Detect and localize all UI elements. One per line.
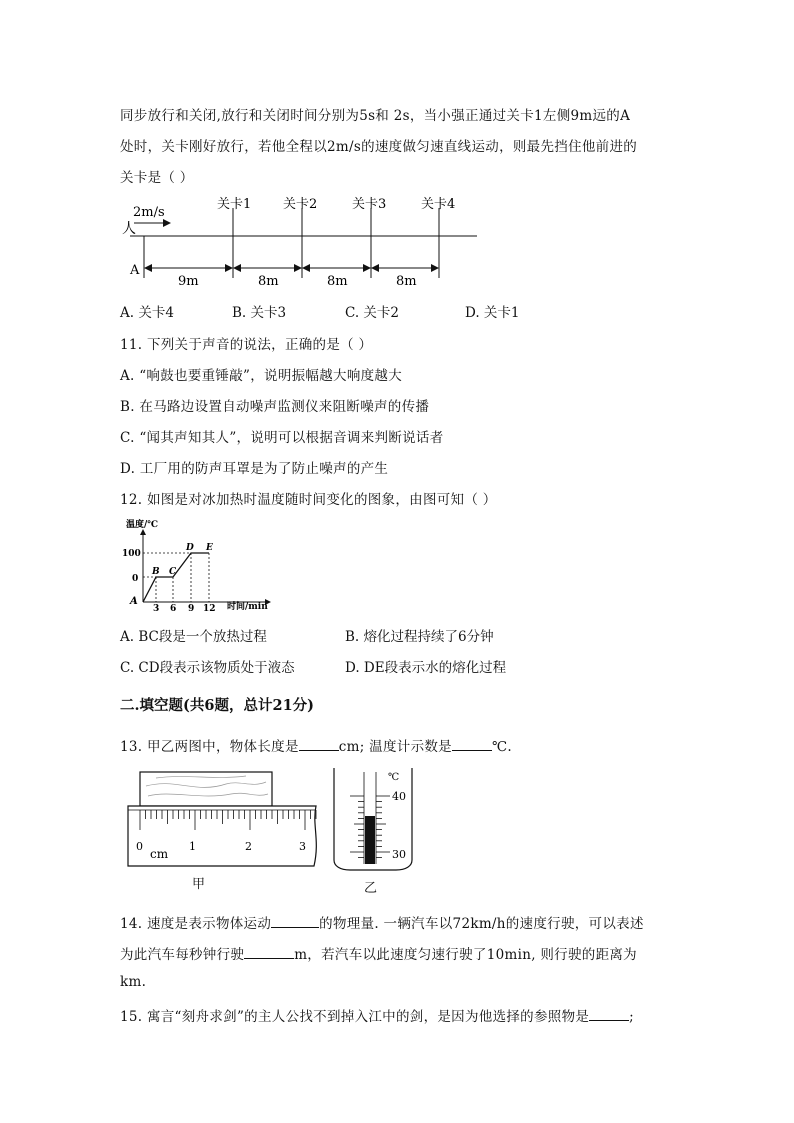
speed-label: 2m/s bbox=[133, 205, 165, 220]
ruler-tick-0: 0 bbox=[136, 840, 143, 853]
graph-xlabel: 时间/min bbox=[227, 602, 268, 612]
q12-option-d[interactable]: D. DE段表示水的熔化过程 bbox=[345, 660, 507, 676]
q14-line1-a: 14. 速度是表示物体运动 bbox=[120, 916, 272, 932]
graph-ylabel: 温度/℃ bbox=[126, 520, 159, 530]
person-label: 人 bbox=[122, 221, 136, 237]
q10-option-b[interactable]: B. 关卡3 bbox=[232, 305, 287, 321]
graph-ytick-0: 0 bbox=[132, 574, 139, 584]
q15-stem-a: 15. 寓言“刻舟求剑”的主人公找不到掉入江中的剑，是因为他选择的参照物是 bbox=[120, 1009, 590, 1025]
q11-option-d[interactable]: D. 工厂用的防声耳罩是为了防止噪声的产生 bbox=[120, 461, 389, 477]
q14-blank-2[interactable] bbox=[244, 946, 294, 959]
graph-point-c: C bbox=[169, 567, 177, 577]
graph-ytick-100: 100 bbox=[122, 549, 141, 559]
gate-4-label: 关卡4 bbox=[421, 197, 456, 212]
graph-xtick-6: 6 bbox=[170, 604, 177, 612]
graph-xtick-3: 3 bbox=[153, 604, 160, 612]
q10-text-line2: 处时，关卡刚好放行，若他全程以2m/s的速度做匀速直线运动，则最先挡住他前进的 bbox=[120, 139, 638, 155]
point-a-label: A bbox=[130, 263, 140, 278]
q13-stem bbox=[120, 735, 512, 755]
q14-line2-b: m，若汽车以此速度匀速行驶了10min, 则行驶的距离为 bbox=[294, 947, 637, 963]
thermometer-unit: ℃ bbox=[388, 772, 400, 783]
graph-xtick-9: 9 bbox=[188, 604, 195, 612]
q10-option-a[interactable]: A. 关卡4 bbox=[120, 305, 174, 321]
q14-line3: km. bbox=[120, 974, 147, 990]
gate-3-label: 关卡3 bbox=[352, 197, 387, 212]
q11-option-c[interactable]: C. “闻其声知其人”，说明可以根据音调来判断说话者 bbox=[120, 430, 444, 446]
q13-stem-c: ℃. bbox=[491, 739, 512, 755]
section-2-title: 二.填空题(共6题，总计21分) bbox=[120, 697, 315, 714]
ruler-caption: 甲 bbox=[192, 877, 206, 892]
distance-label-3: 8m bbox=[327, 274, 348, 289]
q10-option-c[interactable]: C. 关卡2 bbox=[345, 305, 400, 321]
q15-stem bbox=[120, 1005, 634, 1025]
distance-label-4: 8m bbox=[396, 274, 417, 289]
q11-option-a[interactable]: A. “响鼓也要重锤敲”，说明振幅越大响度越大 bbox=[120, 368, 403, 384]
thermometer-caption: 乙 bbox=[364, 881, 378, 896]
thermometer-tick-30: 30 bbox=[392, 848, 406, 861]
graph-point-d: D bbox=[186, 543, 194, 553]
q11-stem: 11. 下列关于声音的说法，正确的是（ ） bbox=[120, 337, 373, 353]
q12-option-c[interactable]: C. CD段表示该物质处于液态 bbox=[120, 660, 295, 676]
q11-option-b[interactable]: B. 在马路边设置自动噪声监测仪来阻断噪声的传播 bbox=[120, 399, 430, 415]
distance-label-1: 9m bbox=[178, 274, 199, 289]
q13-thermometer-figure bbox=[330, 768, 420, 872]
q14-line2 bbox=[120, 943, 637, 963]
q13-blank-length[interactable] bbox=[299, 738, 339, 751]
graph-curve bbox=[143, 553, 209, 602]
q12-stem: 12. 如图是对冰加热时温度随时间变化的图象，由图可知（ ） bbox=[120, 492, 497, 508]
gate-1-label: 关卡1 bbox=[217, 197, 252, 212]
q14-line2-a: 为此汽车每秒钟行驶 bbox=[120, 947, 245, 963]
q12-option-a[interactable]: A. BC段是一个放热过程 bbox=[120, 629, 267, 645]
q10-text-line1: 同步放行和关闭,放行和关闭时间分别为5s和 2s，当小强正通过关卡1左侧9m远的A bbox=[120, 108, 631, 124]
q12-option-b[interactable]: B. 熔化过程持续了6分钟 bbox=[345, 629, 494, 645]
distance-label-2: 8m bbox=[258, 274, 279, 289]
thermometer-liquid bbox=[365, 816, 375, 864]
graph-point-b: B bbox=[152, 567, 160, 577]
graph-point-a: A bbox=[130, 596, 138, 607]
q13-ruler-figure bbox=[126, 770, 322, 870]
q13-stem-a: 13. 甲乙两图中，物体长度是 bbox=[120, 739, 299, 755]
ruler-unit: cm bbox=[150, 847, 169, 861]
graph-point-e: E bbox=[206, 543, 213, 553]
q10-gate-diagram bbox=[120, 190, 490, 290]
q13-blank-temp[interactable] bbox=[452, 738, 492, 751]
q15-blank[interactable] bbox=[589, 1008, 629, 1021]
q14-line1 bbox=[120, 912, 644, 932]
q14-line1-b: 的物理量. 一辆汽车以72km/h的速度行驶，可以表述 bbox=[319, 916, 644, 932]
thermometer-tick-40: 40 bbox=[392, 790, 406, 803]
ruler-tick-3: 3 bbox=[299, 840, 306, 853]
graph-xtick-12: 12 bbox=[203, 604, 216, 612]
q10-option-d[interactable]: D. 关卡1 bbox=[465, 305, 520, 321]
q14-blank-1[interactable] bbox=[271, 915, 319, 928]
q13-stem-b: cm; 温度计示数是 bbox=[338, 739, 452, 755]
q12-heating-graph bbox=[120, 516, 280, 612]
ruler-tick-2: 2 bbox=[245, 840, 252, 853]
ruler-tick-1: 1 bbox=[189, 840, 196, 853]
q10-text-line3: 关卡是（ ） bbox=[120, 170, 194, 186]
gate-2-label: 关卡2 bbox=[283, 197, 318, 212]
q15-stem-b: ; bbox=[629, 1009, 635, 1025]
